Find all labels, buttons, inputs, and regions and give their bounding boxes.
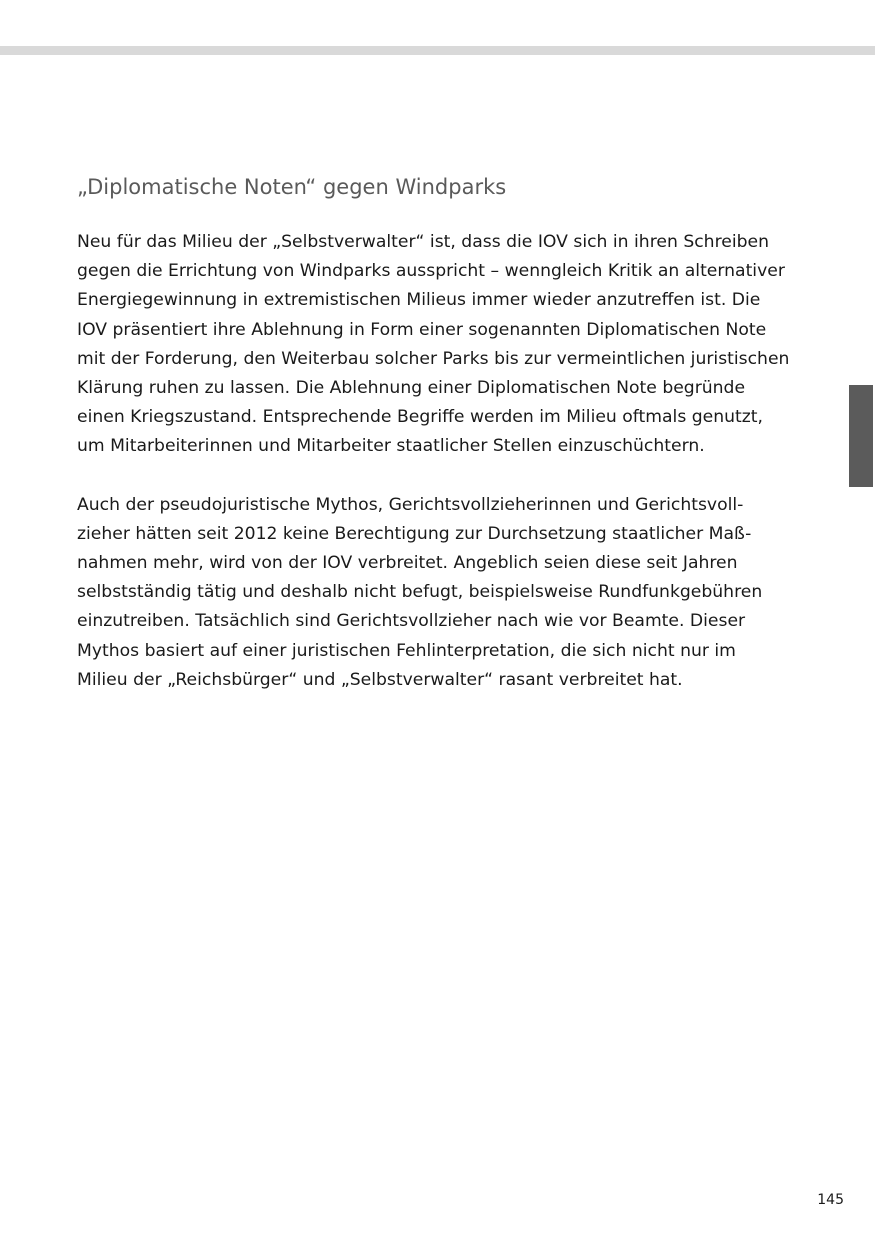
text-line: mit der Forderung, den Weiterbau solcher Parks bis zur vermeintlichen juristischen xyxy=(77,348,790,369)
chapter-side-tab xyxy=(849,385,873,487)
text-line: Energiegewinnung in extremistischen Milieus immer wieder anzutreffen ist. Die xyxy=(77,290,761,311)
top-rule xyxy=(0,46,875,55)
page-content xyxy=(77,170,812,724)
text-line: nahmen mehr, wird von der IOV verbreitet. Angeblich seien diese seit Jahren xyxy=(77,553,738,574)
text-line: gegen die Errichtung von Windparks ausspricht – wenngleich Kritik an alternativer xyxy=(77,261,785,282)
text-line: einen Kriegszustand. Entsprechende Begriffe werden im Milieu oftmals genutzt, xyxy=(77,407,763,428)
section-heading: „Diplomatische Noten“ gegen Windparks xyxy=(77,175,507,199)
text-line: selbstständig tätig und deshalb nicht befugt, beispielsweise Rundfunkgebühren xyxy=(77,582,763,603)
text-line: Klärung ruhen zu lassen. Die Ablehnung einer Diplomatischen Note begründe xyxy=(77,378,746,399)
paragraph-2 xyxy=(77,491,812,695)
text-line: Auch der pseudojuristische Mythos, Gerichtsvollzieherinnen und Gerichtsvoll- xyxy=(77,494,744,515)
paragraph-1 xyxy=(77,228,812,462)
text-line: zieher hätten seit 2012 keine Berechtigung zur Durchsetzung staatlicher Maß- xyxy=(77,523,752,544)
text-line: einzutreiben. Tatsächlich sind Gerichtsvollzieher nach wie vor Beamte. Dieser xyxy=(77,611,746,632)
page-number: 145 xyxy=(817,1192,844,1208)
text-line: Mythos basiert auf einer juristischen Fehlinterpretation, die sich nicht nur im xyxy=(77,640,736,661)
text-line: Milieu der „Reichsbürger“ und „Selbstverwalter“ rasant verbreitet hat. xyxy=(77,669,683,690)
text-line: IOV präsentiert ihre Ablehnung in Form einer sogenannten Diplomatischen Note xyxy=(77,319,767,340)
text-line: Neu für das Milieu der „Selbstverwalter“ ist, dass die IOV sich in ihren Schreiben xyxy=(77,232,769,252)
text-line: um Mitarbeiterinnen und Mitarbeiter staatlicher Stellen einzuschüchtern. xyxy=(77,436,705,457)
